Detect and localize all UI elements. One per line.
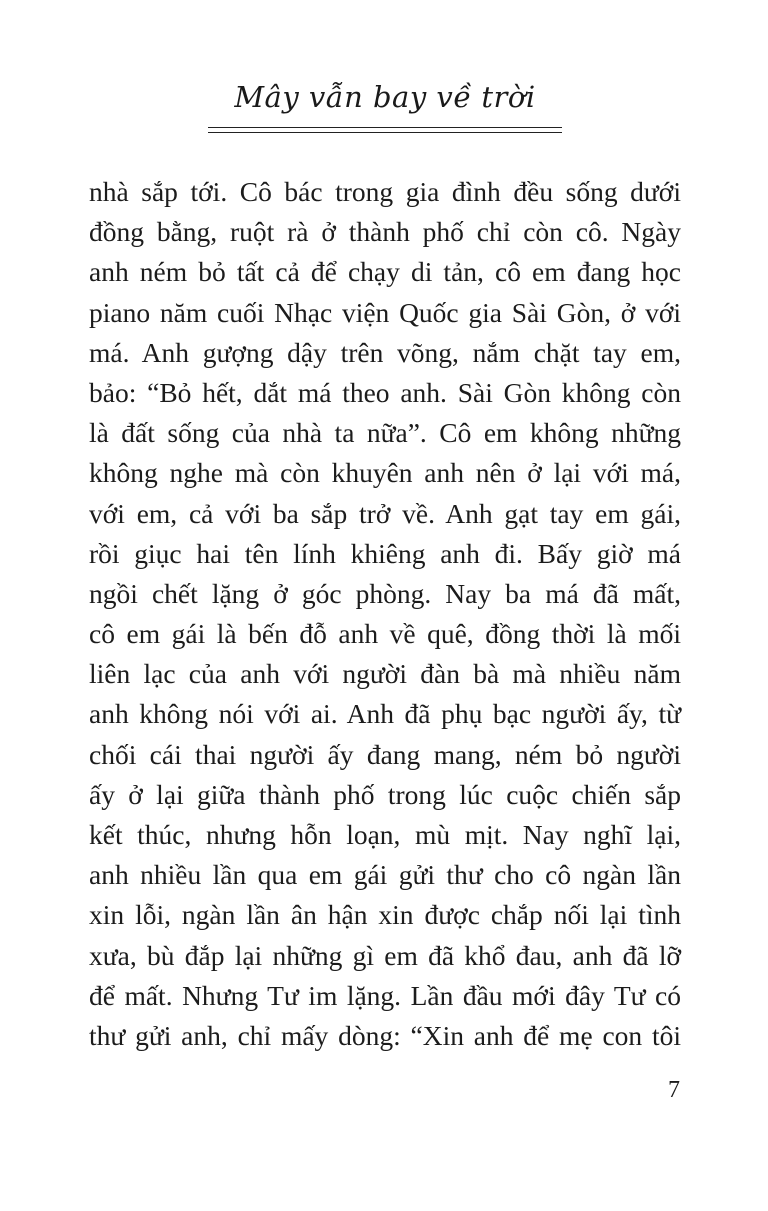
text-line: kết thúc, nhưng hỗn loạn, mù mịt. Nay nghĩ lại, <box>89 819 681 850</box>
running-title: Mây vẫn bay về trời <box>234 80 536 114</box>
title-underline-rule <box>208 127 562 128</box>
text-line: liên lạc của anh với người đàn bà mà nhiều năm <box>89 658 681 690</box>
text-line: với em, cả với ba sắp trở về. Anh gạt tay em gái, <box>89 497 681 529</box>
text-line: chối cái thai người ấy đang mang, ném bỏ người <box>89 738 681 770</box>
text-line: thư gửi anh, chỉ mấy dòng: “Xin anh để mẹ con tôi <box>89 1019 681 1051</box>
title-underline-rule <box>208 132 562 133</box>
text-line: xin lỗi, ngàn lần ân hận xin được chắp nối lại tình <box>89 899 681 931</box>
text-line: anh ném bỏ tất cả để chạy di tản, cô em đang học <box>89 256 681 288</box>
text-line: không nghe mà còn khuyên anh nên ở lại với má, <box>89 457 681 489</box>
text-line: anh nhiều lần qua em gái gửi thư cho cô ngàn lần <box>89 859 681 891</box>
page-number: 7 <box>668 1077 680 1103</box>
text-line: anh không nói với ai. Anh đã phụ bạc người ấy, từ <box>89 698 681 730</box>
text-line: xưa, bù đắp lại những gì em đã khổ đau, anh đã lỡ <box>89 939 681 971</box>
body-text <box>89 172 681 1056</box>
text-line: nhà sắp tới. Cô bác trong gia đình đều sống dưới <box>89 176 681 207</box>
text-line: là đất sống của nhà ta nữa”. Cô em không những <box>89 417 681 449</box>
text-line: đồng bằng, ruột rà ở thành phố chỉ còn cô. Ngày <box>89 216 681 248</box>
text-line: để mất. Nhưng Tư im lặng. Lần đầu mới đây Tư có <box>89 979 681 1011</box>
text-line: cô em gái là bến đỗ anh về quê, đồng thời là mối <box>89 618 681 650</box>
text-line: ấy ở lại giữa thành phố trong lúc cuộc chiến sắp <box>89 778 681 810</box>
text-line: piano năm cuối Nhạc viện Quốc gia Sài Gòn, ở với <box>89 296 681 328</box>
text-line: má. Anh gượng dậy trên võng, nắm chặt tay em, <box>89 336 681 368</box>
text-line: ngồi chết lặng ở góc phòng. Nay ba má đã mất, <box>89 577 681 609</box>
text-line: bảo: “Bỏ hết, dắt má theo anh. Sài Gòn không còn <box>89 376 681 408</box>
text-line: rồi giục hai tên lính khiêng anh đi. Bấy giờ má <box>89 537 681 569</box>
